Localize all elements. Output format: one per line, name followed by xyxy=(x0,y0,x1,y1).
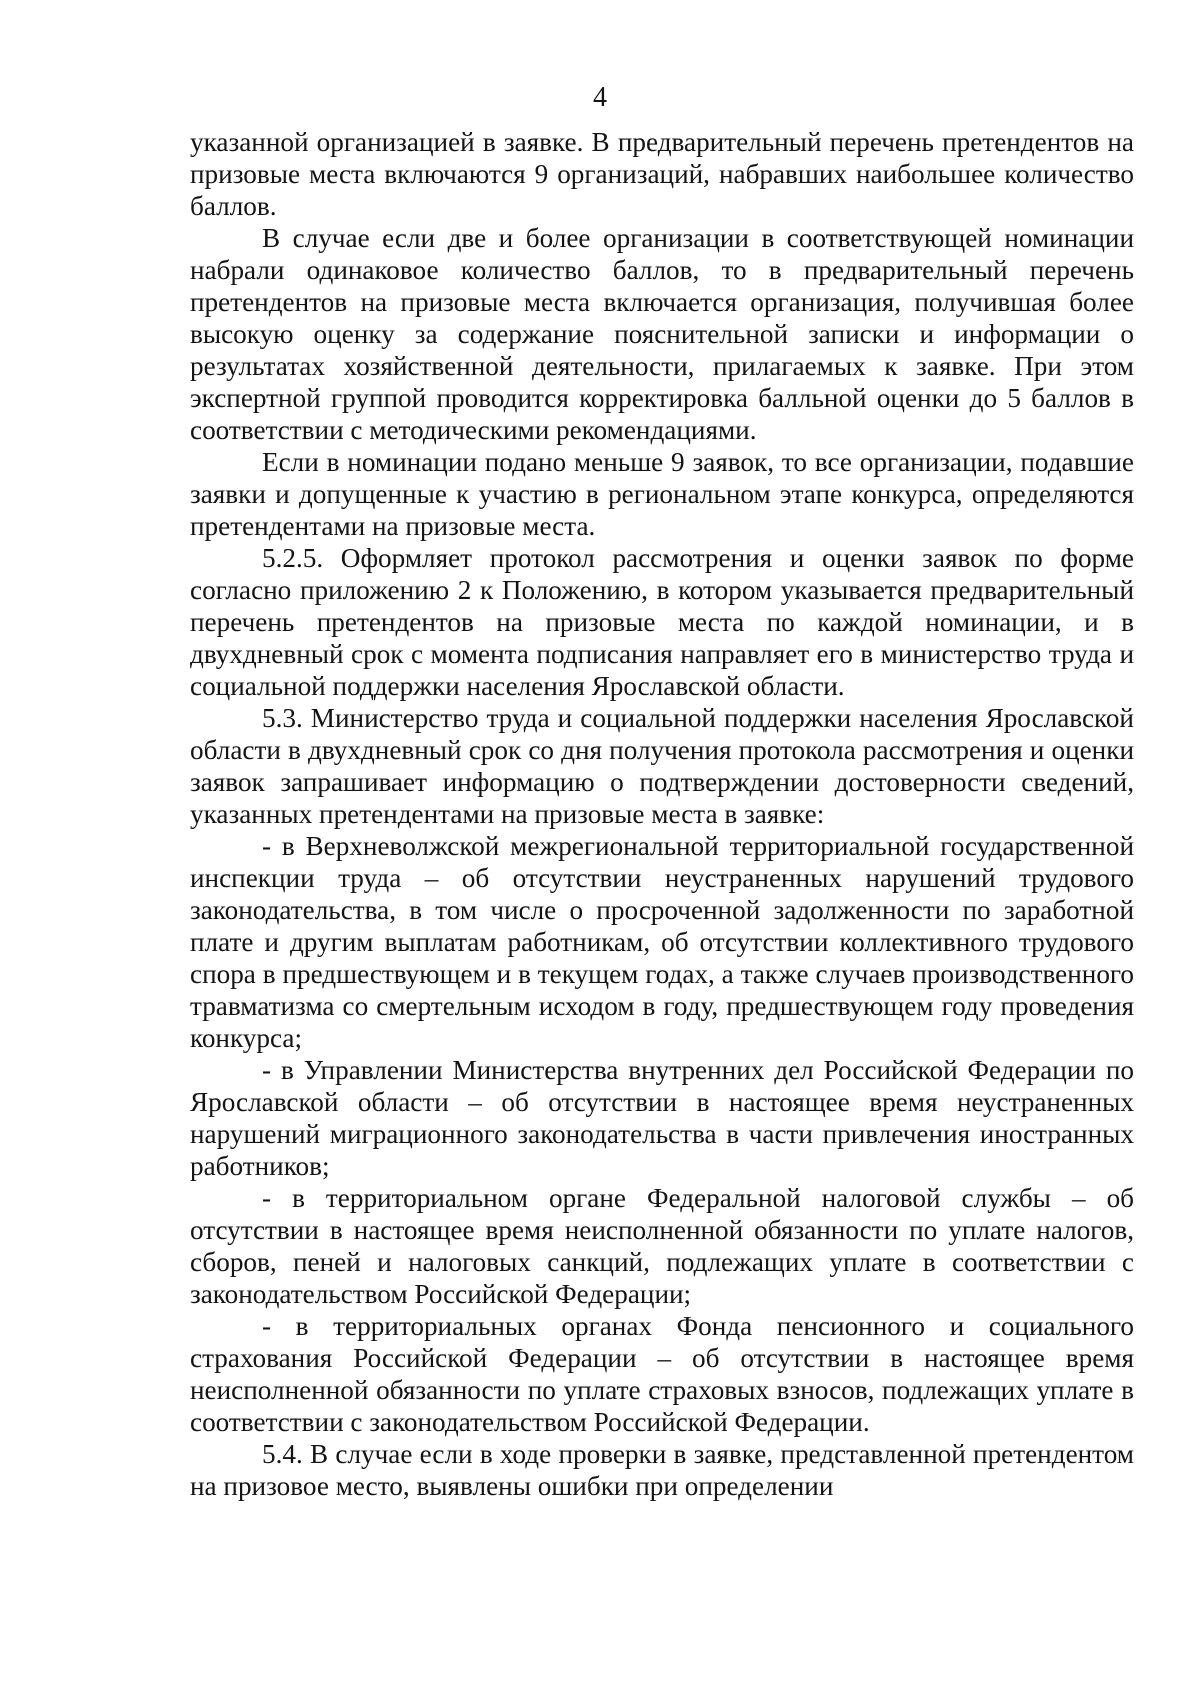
list-item-tax-service: - в территориальном органе Федеральной налоговой службы – об отсутствии в настоящее время неисполненной обязанности по уплате налогов, сборов, пеней и налоговых санкций, подлежащих уплате в соответствии с законодательством Российской Федерации; xyxy=(190,1183,1134,1309)
list-item-labor-inspection: - в Верхневолжской межрегиональной территориальной государственной инспекции труда – об отсутствии неустраненных нарушений трудового законодательства, в том числе о просроченной задолженности по заработной плате и другим выплатам работникам, об отсутствии коллективного трудового спора в предшествующем и в текущем годах, а также случаев производственного травматизма со смертельным исходом в году, предшествующем году проведения конкурса; xyxy=(190,831,1134,1053)
list-item-pension-fund: - в территориальных органах Фонда пенсионного и социального страхования Российской Федерации – об отсутствии в настоящее время неисполненной обязанности по уплате страховых взносов, подлежащих уплате в соответствии с законодательством Российской Федерации. xyxy=(190,1311,1134,1437)
document-body xyxy=(190,126,1134,1502)
paragraph-continuation: указанной организацией в заявке. В предварительный перечень претендентов на призовые места включаются 9 организаций, набравших наибольшее количество баллов. xyxy=(190,127,1134,221)
page-number: 4 xyxy=(593,82,607,113)
list-item-interior-ministry: - в Управлении Министерства внутренних дел Российской Федерации по Ярославской области – об отсутствии в настоящее время неустраненных нарушений миграционного законодательства в части привлечения иностранных работников; xyxy=(190,1055,1134,1181)
paragraph-5-4: 5.4. В случае если в ходе проверки в заявке, представленной претендентом на призовое место, выявлены ошибки при определении xyxy=(190,1439,1134,1501)
paragraph-equal-scores: В случае если две и более организации в соответствующей номинации набрали одинаковое количество баллов, то в предварительный перечень претендентов на призовые места включается организация, получившая более высокую оценку за содержание пояснительной записки и информации о результатах хозяйственной деятельности, прилагаемых к заявке. При этом экспертной группой проводится корректировка балльной оценки до 5 баллов в соответствии с методическими рекомендациями. xyxy=(190,223,1134,445)
paragraph-5-3: 5.3. Министерство труда и социальной поддержки населения Ярославской области в двухдневный срок со дня получения протокола рассмотрения и оценки заявок запрашивает информацию о подтверждении достоверности сведений, указанных претендентами на призовые места в заявке: xyxy=(190,703,1134,829)
paragraph-5-2-5: 5.2.5. Оформляет протокол рассмотрения и оценки заявок по форме согласно приложению 2 к Положению, в котором указывается предварительный перечень претендентов на призовые места по каждой номинации, и в двухдневный срок с момента подписания направляет его в министерство труда и социальной поддержки населения Ярославской области. xyxy=(190,543,1134,701)
paragraph-fewer-applications: Если в номинации подано меньше 9 заявок, то все организации, подавшие заявки и допущенные к участию в региональном этапе конкурса, определяются претендентами на призовые места. xyxy=(190,447,1134,541)
